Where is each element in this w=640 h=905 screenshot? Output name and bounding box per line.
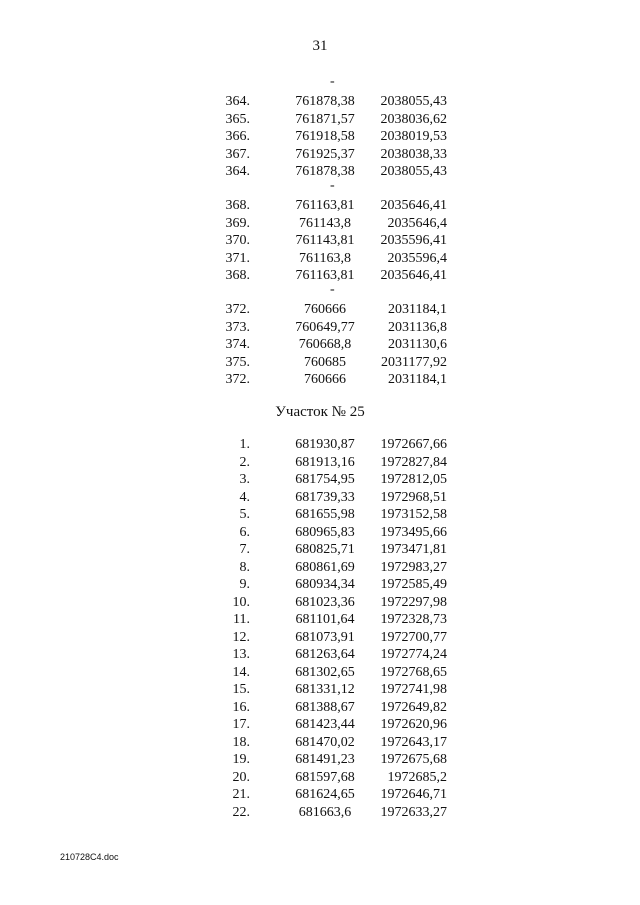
coordinate-group [0, 93, 640, 181]
point-number: 15. [232, 682, 250, 697]
y-coordinate: 1972774,24 [380, 647, 447, 662]
section-coordinate-table [0, 436, 640, 821]
y-coordinate: 1972633,27 [380, 804, 447, 820]
x-coordinate: 681663,6 [298, 804, 352, 820]
x-coordinate: 681597,68 [295, 769, 355, 785]
coordinate-row [0, 197, 640, 215]
point-number: 20. [232, 769, 250, 785]
x-coordinate: 761163,8 [299, 250, 351, 266]
point-number: 16. [232, 699, 250, 715]
coordinate-row [0, 354, 640, 372]
point-number: 1. [239, 437, 250, 452]
footer-filename: 210728C4.doc [60, 852, 119, 862]
coordinate-row [0, 629, 640, 647]
x-coordinate: 681073,91 [295, 629, 355, 645]
point-number: 365. [225, 111, 250, 127]
x-coordinate: 681655,98 [295, 507, 355, 522]
coordinate-row [0, 506, 640, 524]
point-number: 11. [233, 612, 250, 627]
point-number: 368. [225, 268, 250, 283]
point-number: 366. [225, 129, 250, 144]
point-number: 17. [232, 717, 250, 732]
y-coordinate: 2035596,41 [380, 233, 447, 248]
y-coordinate: 2035596,4 [387, 250, 447, 266]
y-coordinate: 1972643,17 [380, 734, 447, 750]
y-coordinate: 1972685,2 [387, 769, 447, 785]
point-number: 7. [239, 542, 250, 557]
coordinate-row [0, 336, 640, 354]
coordinate-row [0, 681, 640, 699]
x-coordinate: 681739,33 [295, 489, 355, 505]
page-number: 31 [312, 38, 328, 54]
y-coordinate: 1973471,81 [380, 542, 447, 557]
x-coordinate: 681101,64 [295, 612, 355, 627]
x-coordinate: 681930,87 [295, 437, 355, 452]
y-coordinate: 1972649,82 [380, 699, 447, 715]
y-coordinate: 1972741,98 [380, 682, 447, 697]
coordinate-row [0, 699, 640, 717]
coordinate-row [0, 267, 640, 285]
x-coordinate: 681754,95 [295, 472, 355, 487]
x-coordinate: 681491,23 [295, 752, 355, 767]
point-number: 19. [232, 752, 250, 767]
coordinate-row [0, 734, 640, 752]
point-number: 372. [225, 372, 250, 387]
coordinate-row [0, 559, 640, 577]
y-coordinate: 2031184,1 [388, 302, 447, 317]
coordinate-row [0, 111, 640, 129]
x-coordinate: 680934,34 [295, 577, 355, 592]
x-coordinate: 761918,58 [295, 129, 355, 144]
x-coordinate: 681331,12 [295, 682, 355, 697]
x-coordinate: 680965,83 [295, 524, 355, 540]
coordinate-row [0, 769, 640, 787]
point-number: 22. [232, 804, 250, 820]
coordinate-row [0, 541, 640, 559]
x-coordinate: 761925,37 [295, 146, 355, 162]
coordinate-row [0, 716, 640, 734]
y-coordinate: 1972297,98 [380, 594, 447, 610]
y-coordinate: 1972700,77 [380, 629, 447, 645]
x-coordinate: 760666 [304, 302, 346, 317]
x-coordinate: 760668,8 [298, 337, 352, 352]
x-coordinate: 761878,38 [295, 164, 355, 179]
coordinate-row [0, 215, 640, 233]
y-coordinate: 1972983,27 [380, 559, 447, 575]
coordinate-row [0, 664, 640, 682]
y-coordinate: 2038036,62 [380, 111, 447, 127]
coordinate-row [0, 454, 640, 472]
point-number: 375. [225, 354, 250, 370]
y-coordinate: 2031136,8 [388, 319, 447, 335]
y-coordinate: 2038038,33 [380, 146, 447, 162]
point-number: 18. [232, 734, 250, 750]
y-coordinate: 1972812,05 [380, 472, 447, 487]
y-coordinate: 1972585,49 [380, 577, 447, 592]
x-coordinate: 680861,69 [295, 559, 355, 575]
point-number: 373. [225, 319, 250, 335]
point-number: 364. [225, 164, 250, 179]
x-coordinate: 681263,64 [295, 647, 355, 662]
coordinate-row [0, 250, 640, 268]
separator-dash: - [330, 178, 335, 193]
y-coordinate: 1972827,84 [380, 454, 447, 470]
x-coordinate: 681388,67 [295, 699, 355, 715]
point-number: 370. [225, 233, 250, 248]
x-coordinate: 681423,44 [295, 717, 355, 732]
x-coordinate: 681302,65 [295, 664, 355, 680]
y-coordinate: 2031177,92 [381, 354, 447, 370]
coordinate-row [0, 93, 640, 111]
point-number: 10. [232, 594, 250, 610]
coordinate-row [0, 576, 640, 594]
point-number: 5. [239, 507, 250, 522]
x-coordinate: 760666 [304, 372, 346, 387]
coordinate-row [0, 489, 640, 507]
y-coordinate: 1972646,71 [380, 787, 447, 802]
x-coordinate: 761143,81 [295, 233, 355, 248]
point-number: 367. [225, 146, 250, 162]
coordinate-row [0, 163, 640, 181]
coordinate-row [0, 301, 640, 319]
coordinate-row [0, 786, 640, 804]
y-coordinate: 2035646,41 [380, 268, 447, 283]
y-coordinate: 1972328,73 [380, 612, 447, 627]
separator-dash: - [330, 74, 335, 89]
coordinate-row [0, 646, 640, 664]
x-coordinate: 681470,02 [295, 734, 355, 750]
separator-dash: - [330, 282, 335, 297]
coordinate-row [0, 471, 640, 489]
point-number: 14. [232, 664, 250, 680]
point-number: 364. [225, 94, 250, 109]
point-number: 9. [239, 577, 250, 592]
y-coordinate: 1972667,66 [380, 437, 447, 452]
coordinate-row [0, 319, 640, 337]
y-coordinate: 2038019,53 [380, 129, 447, 144]
point-number: 369. [225, 215, 250, 231]
coordinate-row [0, 524, 640, 542]
x-coordinate: 761871,57 [295, 111, 355, 127]
x-coordinate: 680825,71 [295, 542, 355, 557]
y-coordinate: 2035646,4 [387, 215, 447, 231]
y-coordinate: 2035646,41 [380, 198, 447, 213]
point-number: 371. [225, 250, 250, 266]
point-number: 6. [239, 524, 250, 540]
coordinate-row [0, 804, 640, 822]
y-coordinate: 2031184,1 [388, 372, 447, 387]
point-number: 12. [232, 629, 250, 645]
x-coordinate: 681913,16 [295, 454, 355, 470]
coordinate-group [0, 197, 640, 285]
x-coordinate: 760649,77 [295, 319, 355, 335]
coordinate-group [0, 301, 640, 389]
x-coordinate: 761163,81 [295, 198, 355, 213]
y-coordinate: 2031130,6 [388, 337, 447, 352]
point-number: 368. [225, 198, 250, 213]
y-coordinate: 2038055,43 [380, 94, 447, 109]
coordinate-row [0, 146, 640, 164]
y-coordinate: 1973152,58 [380, 507, 447, 522]
point-number: 4. [239, 489, 250, 505]
x-coordinate: 681023,36 [295, 594, 355, 610]
y-coordinate: 1972620,96 [380, 717, 447, 732]
coordinate-row [0, 371, 640, 389]
section-title: Участок № 25 [275, 404, 365, 420]
coordinate-row [0, 594, 640, 612]
coordinate-row [0, 232, 640, 250]
y-coordinate: 1972675,68 [380, 752, 447, 767]
coordinate-row [0, 751, 640, 769]
x-coordinate: 681624,65 [295, 787, 355, 802]
point-number: 13. [232, 647, 250, 662]
x-coordinate: 761878,38 [295, 94, 355, 109]
point-number: 3. [239, 472, 250, 487]
point-number: 374. [225, 337, 250, 352]
coordinate-row [0, 436, 640, 454]
point-number: 372. [225, 302, 250, 317]
point-number: 2. [239, 454, 250, 470]
point-number: 8. [239, 559, 250, 575]
y-coordinate: 1972968,51 [380, 489, 447, 505]
y-coordinate: 1973495,66 [380, 524, 447, 540]
point-number: 21. [232, 787, 250, 802]
coordinate-row [0, 611, 640, 629]
coordinate-row [0, 128, 640, 146]
y-coordinate: 1972768,65 [380, 664, 447, 680]
x-coordinate: 760685 [304, 354, 346, 370]
x-coordinate: 761143,8 [299, 215, 351, 231]
x-coordinate: 761163,81 [295, 268, 355, 283]
y-coordinate: 2038055,43 [380, 164, 447, 179]
